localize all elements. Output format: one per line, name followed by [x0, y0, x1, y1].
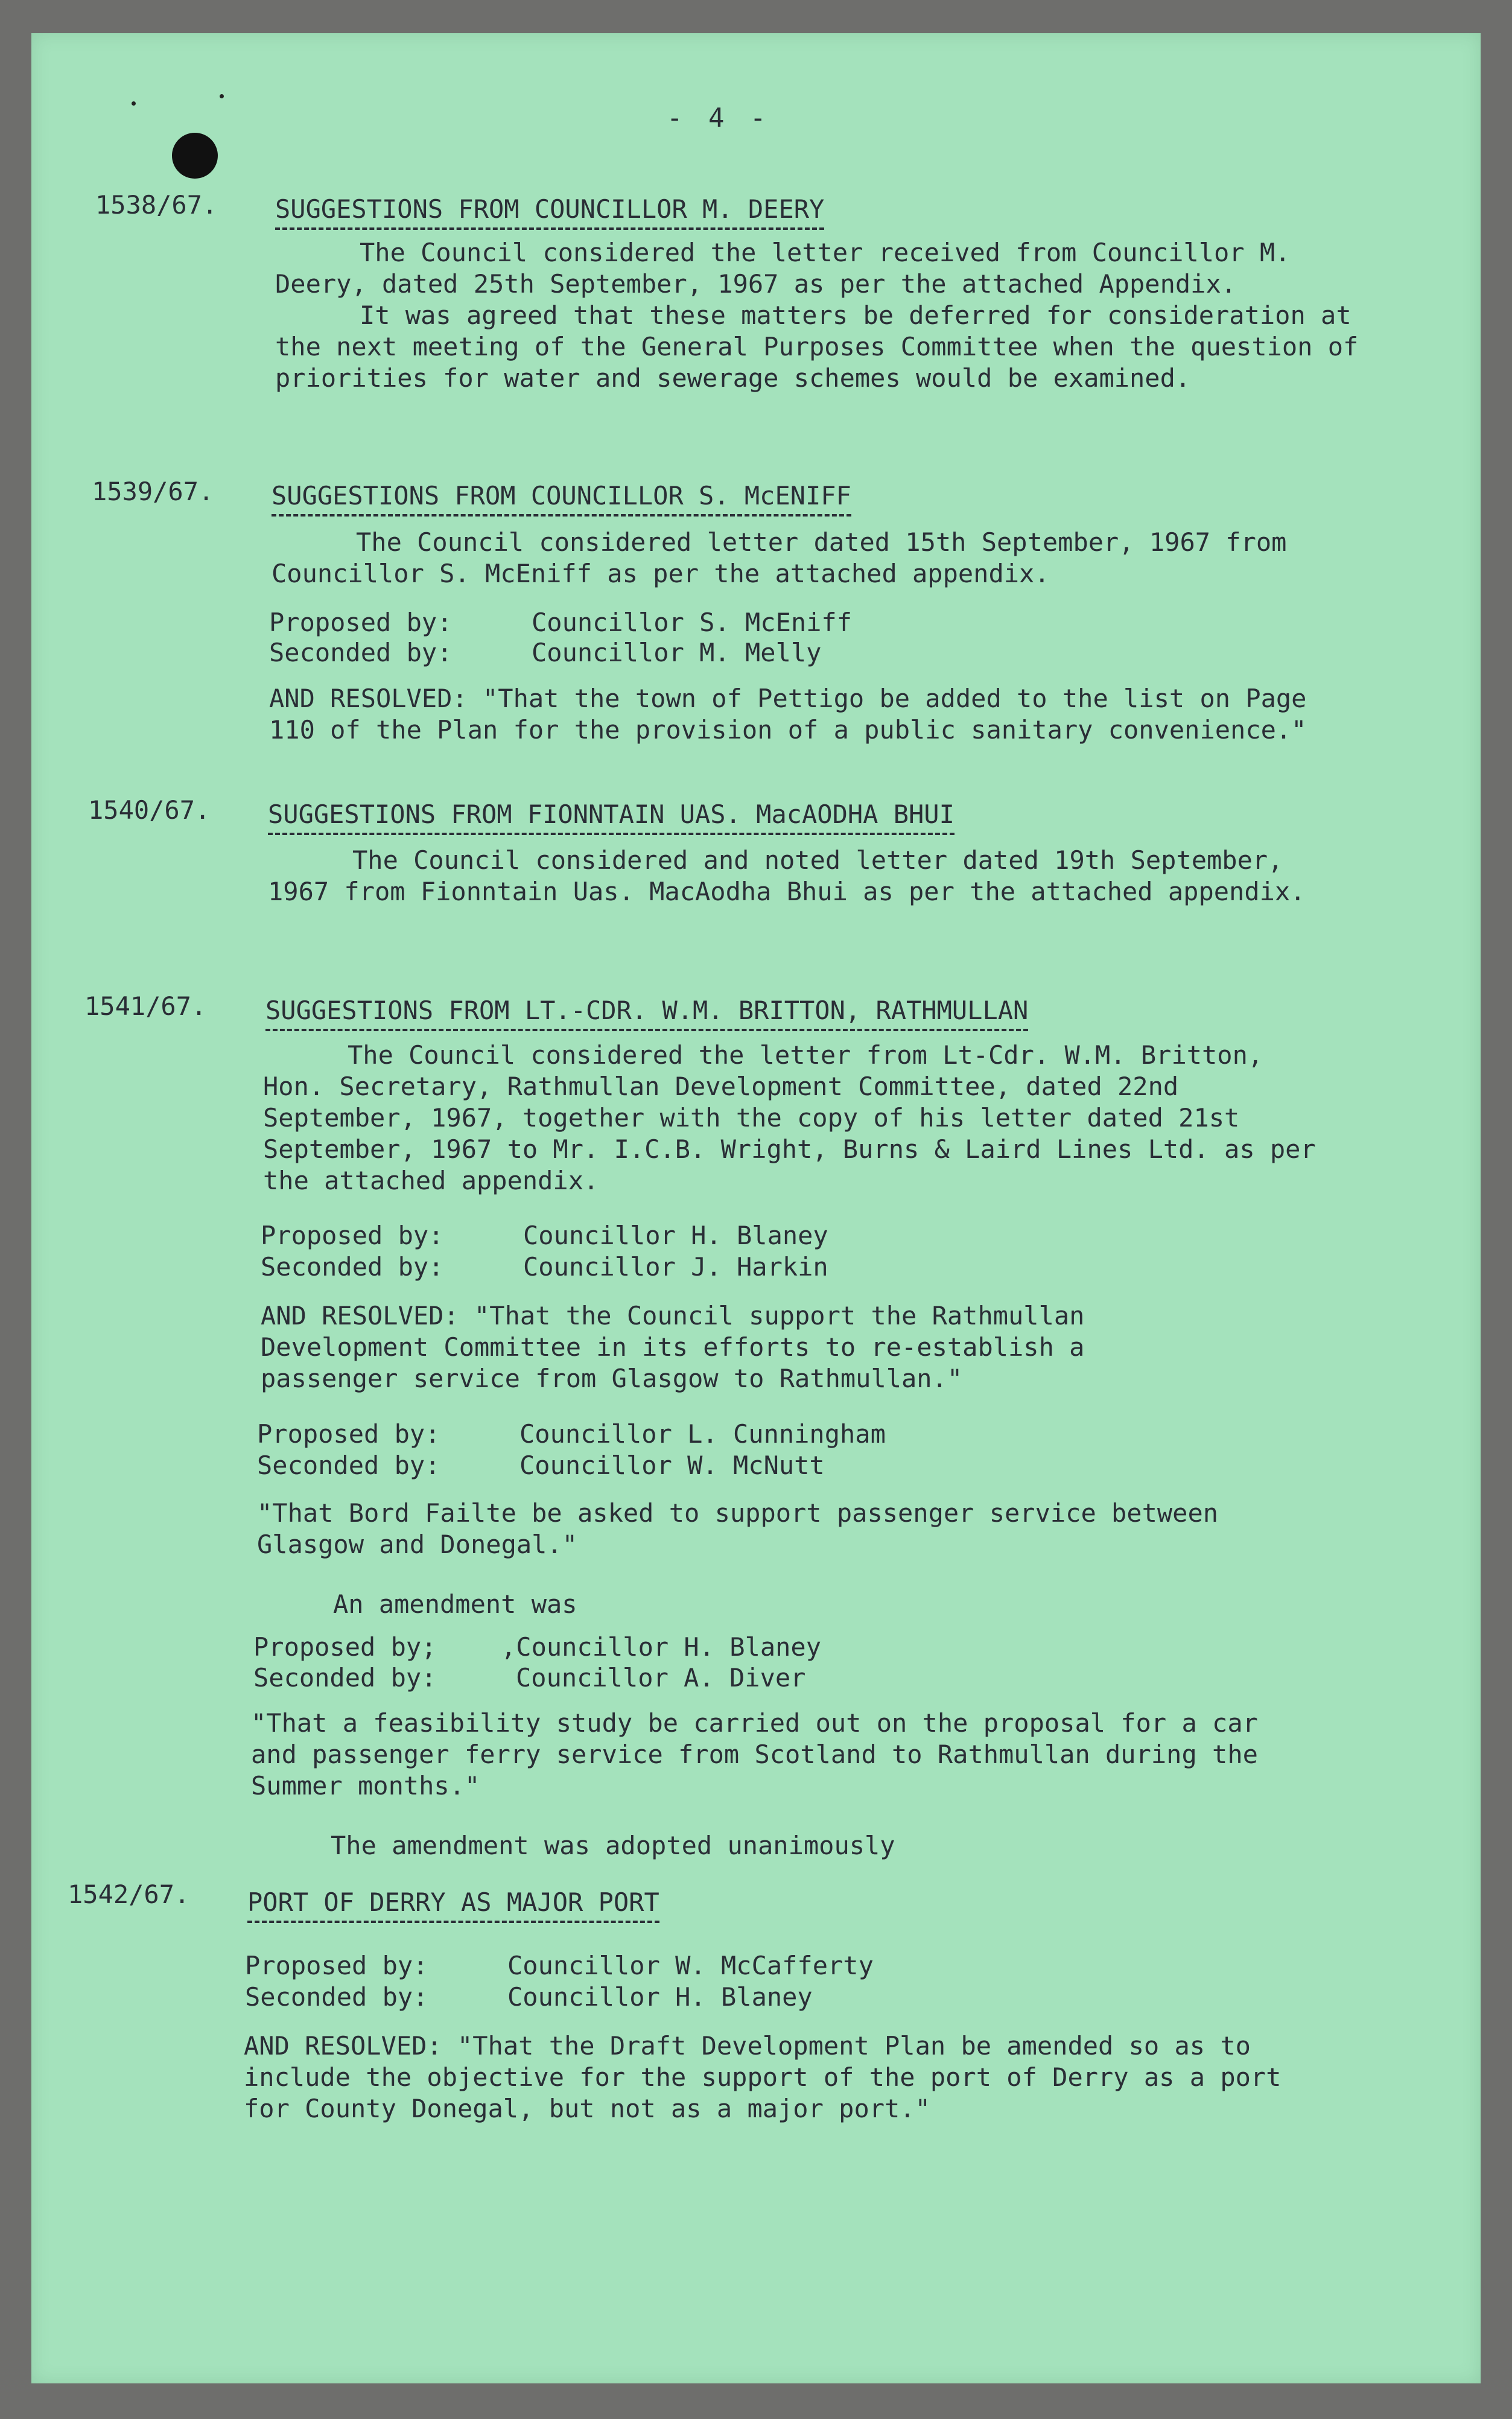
proposer [253, 1632, 821, 1662]
paper-speck [220, 94, 224, 98]
minute-heading: SUGGESTIONS FROM COUNCILLOR S. McENIFF [272, 481, 851, 517]
proposed-label: Proposed by; [253, 1632, 437, 1662]
page-number: - 4 - [667, 103, 771, 133]
proposed-label: Proposed by: [257, 1419, 440, 1449]
seconded-label: Seconded by: [269, 638, 453, 667]
seconder [269, 638, 821, 668]
seconder-name: Councillor W. McNutt [519, 1451, 825, 1480]
proposer-name: Councillor S. McEniff [532, 608, 853, 637]
amendment-intro: An amendment was [333, 1589, 577, 1619]
proposer-name: Councillor W. McCafferty [507, 1951, 874, 1980]
proposer [261, 1221, 828, 1251]
seconded-label: Seconded by: [253, 1663, 437, 1693]
proposed-label: Proposed by: [261, 1221, 444, 1250]
seconder-name: Councillor J. Harkin [523, 1252, 828, 1282]
minute-paragraph: It was agreed that these matters be deferred for consideration at the next meeting of the General Purposes Committee when the question of priorities for water and sewerage schemes would be examined. [275, 300, 1359, 393]
minute-number: 1538/67. [95, 190, 218, 220]
seconder-name: Councillor H. Blaney [507, 1982, 813, 2012]
punch-hole [172, 133, 218, 179]
resolution: AND RESOLVED: "That the Draft Development Plan be amended so as to include the objective for the support of the port of Derry as a port for County Donegal, but not as a major port." [244, 2031, 1282, 2123]
minute-paragraph: The Council considered the letter from Lt-Cdr. W.M. Britton, Hon. Secretary, Rathmullan Development Committee, dated 22nd September, 1967, together with the copy of his letter dated 21st September, 1967 to Mr. I.C.B. Wright, Burns & Laird Lines Ltd. as per the attached appendix. [263, 1040, 1316, 1195]
proposed-label: Proposed by: [245, 1951, 428, 1980]
motion-text: "That a feasibility study be carried out on the proposal for a car and passenger ferry service from Scotland to Rathmullan during the Summer months." [251, 1708, 1258, 1801]
resolution: AND RESOLVED: "That the Council support the Rathmullan Development Committee in its efforts to re-establish a passenger service from Glasgow to Rathmullan." [261, 1301, 1085, 1393]
conclusion: The amendment was adopted unanimously [331, 1831, 895, 1860]
proposer [245, 1951, 874, 1981]
minute-number: 1540/67. [88, 795, 211, 825]
minute-heading: SUGGESTIONS FROM LT.-CDR. W.M. BRITTON, RATHMULLAN [265, 996, 1028, 1031]
minute-paragraph: The Council considered letter dated 15th September, 1967 from Councillor S. McEniff as per the attached appendix. [272, 527, 1287, 588]
minute-heading: SUGGESTIONS FROM COUNCILLOR M. DEERY [275, 194, 824, 230]
seconder [253, 1663, 805, 1693]
seconder-name: Councillor M. Melly [532, 638, 822, 667]
minute-heading: PORT OF DERRY AS MAJOR PORT [247, 1887, 659, 1923]
proposer-name: Councillor H. Blaney [523, 1221, 828, 1250]
seconder [245, 1982, 813, 2012]
proposer-name: Councillor L. Cunningham [519, 1419, 886, 1449]
proposer [269, 608, 852, 638]
seconder-name: Councillor A. Diver [516, 1663, 806, 1693]
seconded-label: Seconded by: [257, 1451, 440, 1480]
paper-speck [132, 101, 136, 106]
seconded-label: Seconded by: [261, 1252, 444, 1282]
seconder [261, 1252, 828, 1282]
seconder [257, 1451, 825, 1481]
minute-number: 1542/67. [68, 1880, 190, 1909]
seconded-label: Seconded by: [245, 1982, 428, 2012]
proposer-name: ,Councillor H. Blaney [501, 1632, 822, 1662]
minute-paragraph: The Council considered the letter received from Councillor M. Deery, dated 25th September, 1967 as per the attached Appendix. [275, 238, 1291, 299]
proposer [257, 1419, 886, 1449]
minute-heading: SUGGESTIONS FROM FIONNTAIN UAS. MacAODHA BHUI [268, 799, 955, 835]
minute-paragraph: The Council considered and noted letter dated 19th September, 1967 from Fionntain Uas. MacAodha Bhui as per the attached appendix. [268, 845, 1306, 906]
motion-text: "That Bord Failte be asked to support passenger service between Glasgow and Donegal." [257, 1498, 1219, 1559]
minute-number: 1541/67. [84, 991, 207, 1021]
minute-number: 1539/67. [92, 477, 214, 506]
resolution: AND RESOLVED: "That the town of Pettigo be added to the list on Page 110 of the Plan for the provision of a public sanitary convenience." [269, 684, 1307, 745]
proposed-label: Proposed by: [269, 608, 453, 637]
